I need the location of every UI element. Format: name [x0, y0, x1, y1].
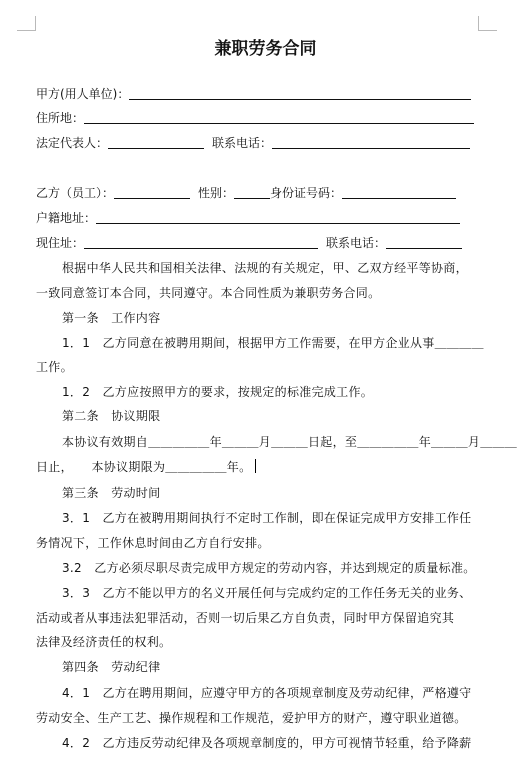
party-b-name-label: 乙方（员工）：	[36, 186, 115, 200]
party-a-name-row	[36, 86, 471, 102]
clause-1-1-line-2: 工作。	[36, 360, 73, 374]
clause-1-2: 1．2 乙方应按照甲方的要求，按规定的标准完成工作。	[62, 385, 374, 399]
term-line-2-text: 日止， 本协议期限为＿＿＿＿＿年。	[36, 460, 252, 474]
party-b-hukou-label: 户籍地址：	[36, 211, 97, 225]
party-b-name-row	[36, 185, 456, 201]
clause-3-3-line-3: 法律及经济责任的权利。	[36, 635, 172, 649]
clause-4-1-line-1: 4．1 乙方在聘用期间，应遵守甲方的各项规章制度及劳动纪律，严格遵守	[62, 686, 472, 700]
party-a-address-label: 住所地：	[36, 111, 85, 125]
article-4-heading: 第四条 劳动纪律	[62, 660, 161, 674]
party-a-address-field[interactable]	[84, 111, 474, 124]
clause-3-1-line-1: 3．1 乙方在被聘用期间执行不定时工作制，即在保证完成甲方安排工作任	[62, 511, 472, 525]
clause-3-3-line-1: 3．3 乙方不能以甲方的名义开展任何与完成约定的工作任务无关的业务、	[62, 586, 472, 600]
term-line-2	[36, 459, 256, 475]
party-b-current-address-label: 现住址：	[36, 236, 85, 250]
clause-1-1-line-1: 1．1 乙方同意在被聘用期间，根据甲方工作需要，在甲方企业从事＿＿＿＿	[62, 336, 484, 350]
party-a-rep-row	[36, 135, 470, 151]
party-b-name-field[interactable]	[114, 186, 190, 199]
party-a-phone-field[interactable]	[272, 136, 470, 149]
clause-3-1-line-2: 务情况下，工作休息时间由乙方自行安排。	[36, 536, 270, 550]
preamble-line-1: 根据中华人民共和国相关法律、法规的有关规定，甲、乙双方经平等协商，	[62, 261, 468, 275]
party-b-id-label: 身份证号码：	[270, 186, 343, 200]
party-b-hukou-row	[36, 210, 460, 226]
article-2-heading: 第二条 协议期限	[62, 409, 161, 423]
clause-4-1-line-2: 劳动安全、生产工艺、操作规程和工作规范，爱护甲方的财产，遵守职业道德。	[36, 711, 467, 725]
party-a-rep-field[interactable]	[108, 136, 204, 149]
article-3-heading: 第三条 劳动时间	[62, 486, 161, 500]
party-b-phone-field[interactable]	[386, 236, 462, 249]
clause-4-2-line-1: 4．2 乙方违反劳动纪律及各项规章制度的，甲方可视情节轻重，给予降薪	[62, 736, 472, 750]
party-a-rep-label: 法定代表人：	[36, 136, 109, 150]
party-b-current-address-row	[36, 235, 462, 251]
party-b-gender-field[interactable]	[234, 186, 270, 199]
party-a-address-row	[36, 110, 474, 126]
party-b-phone-label: 联系电话：	[326, 236, 387, 250]
preamble-line-2: 一致同意签订本合同，共同遵守。本合同性质为兼职劳务合同。	[36, 286, 381, 300]
party-b-current-address-field[interactable]	[84, 236, 318, 249]
party-a-name-label: 甲方(用人单位)：	[36, 87, 130, 101]
party-b-id-field[interactable]	[342, 186, 456, 199]
document-title: 兼职劳务合同	[214, 39, 317, 59]
party-b-gender-label: 性别：	[198, 186, 235, 200]
clause-3-2: 3.2 乙方必须尽职尽责完成甲方规定的劳动内容，并达到规定的质量标准。	[62, 561, 476, 575]
article-1-heading: 第一条 工作内容	[62, 311, 161, 325]
page-corner-mark-top-left	[17, 16, 36, 31]
clause-3-3-line-2: 活动或者从事违法犯罪活动，否则一切后果乙方自负责，同时甲方保留追究其	[36, 611, 455, 625]
text-cursor	[255, 459, 256, 473]
party-a-name-field[interactable]	[129, 87, 471, 100]
party-b-hukou-field[interactable]	[96, 211, 460, 224]
page-corner-mark-top-right	[478, 16, 497, 31]
term-line-1: 本协议有效期自＿＿＿＿＿年＿＿＿月＿＿＿日起，至＿＿＿＿＿年＿＿＿月＿＿＿	[62, 435, 518, 449]
party-a-phone-label: 联系电话：	[212, 136, 273, 150]
